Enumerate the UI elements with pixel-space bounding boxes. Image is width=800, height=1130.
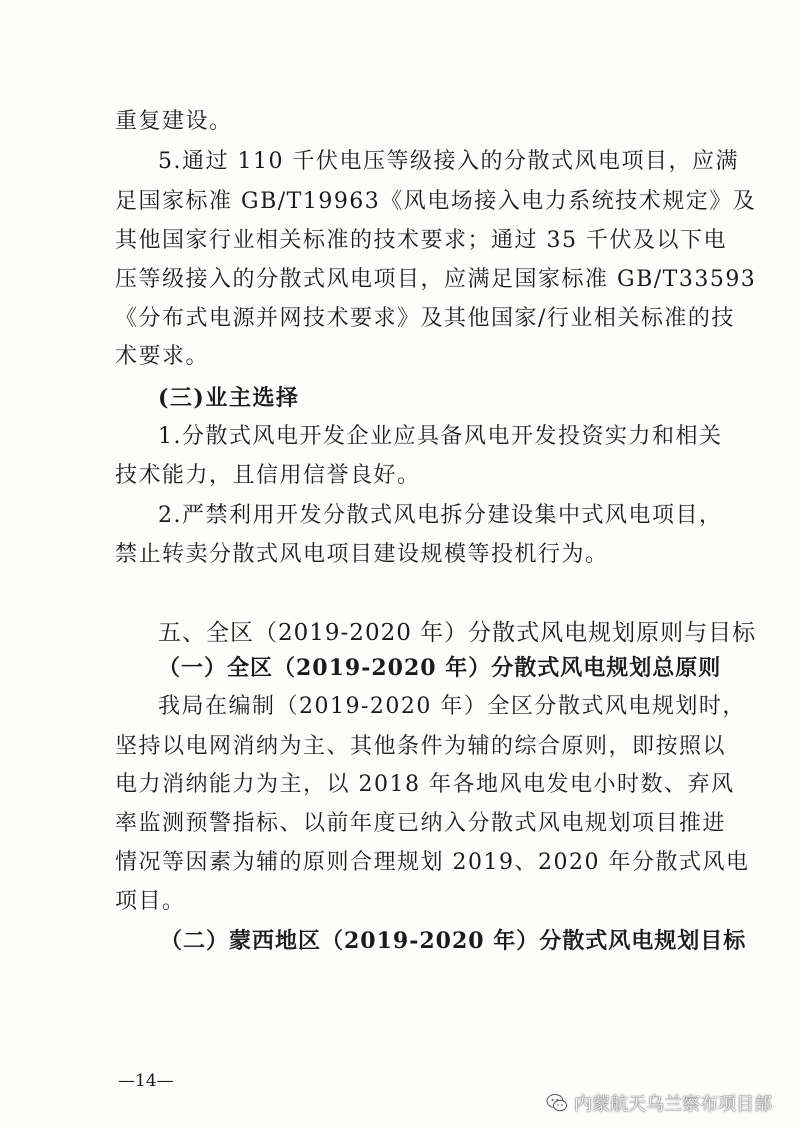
item5-line: 其他国家行业相关标准的技术要求；通过 35 千伏及以下电 — [115, 228, 727, 253]
owner-item2-line: 2.严禁利用开发分散式风电拆分建设集中式风电项目， — [158, 503, 723, 528]
chapter-heading: 五、全区（2019-2020 年）分散式风电规划原则与目标 — [158, 620, 757, 646]
principle-line: 率监测预警指标、以前年度已纳入分散式风电规划项目推进 — [115, 811, 727, 836]
item5-line: 术要求。 — [115, 344, 210, 369]
wechat-icon — [546, 1092, 568, 1114]
subsection-heading-target: （二）蒙西地区（2019-2020 年）分散式风电规划目标 — [160, 928, 747, 954]
principle-line: 情况等因素为辅的原则合理规划 2019、2020 年分散式风电 — [115, 850, 750, 875]
paragraph-text-line: 重复建设。 — [115, 109, 233, 134]
item5-line: 5.通过 110 千伏电压等级接入的分散式风电项目，应满 — [158, 149, 739, 174]
principle-line: 电力消纳能力为主，以 2018 年各地风电发电小时数、弃风 — [115, 772, 735, 797]
item5-line: 《分布式电源并网技术要求》及其他国家/行业相关标准的技 — [115, 306, 735, 331]
item5-line: 足国家标准 GB/T19963《风电场接入电力系统技术规定》及 — [115, 189, 757, 214]
page-number: —14— — [118, 1071, 174, 1091]
section-heading-owner-selection: (三)业主选择 — [158, 385, 300, 411]
owner-item1-line: 技术能力，且信用信誉良好。 — [115, 463, 421, 488]
watermark-text: 内蒙航天乌兰察布项目部 — [574, 1094, 772, 1115]
source-watermark — [546, 1088, 772, 1118]
subsection-heading-principle: （一）全区（2019-2020 年）分散式风电规划总原则 — [158, 655, 722, 681]
principle-line: 项目。 — [115, 889, 186, 914]
owner-item1-line: 1.分散式风电开发企业应具备风电开发投资实力和相关 — [158, 424, 723, 449]
owner-item2-line: 禁止转卖分散式风电项目建设规模等投机行为。 — [115, 542, 609, 567]
item5-line: 压等级接入的分散式风电项目，应满足国家标准 GB/T33593 — [115, 267, 757, 292]
principle-line: 我局在编制（2019-2020 年）全区分散式风电规划时， — [158, 694, 746, 719]
principle-line: 坚持以电网消纳为主、其他条件为辅的综合原则，即按照以 — [115, 734, 727, 759]
